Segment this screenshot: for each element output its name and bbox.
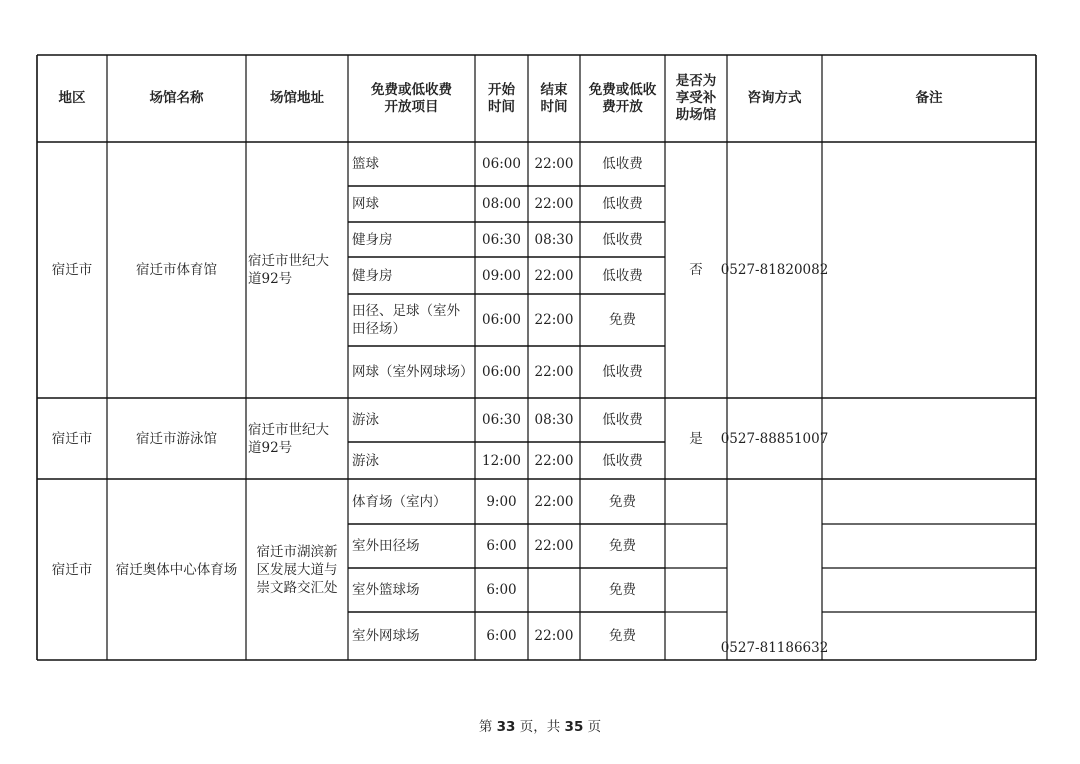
page-footer <box>0 715 1080 735</box>
contact-cell-text: 0527-81820082 <box>720 262 829 278</box>
fee-type-cell-text: 免费 <box>609 312 636 328</box>
header-fee-type-text: 免费或低收费开放 <box>588 81 657 115</box>
start-time-cell <box>475 186 528 222</box>
project-cell-text: 篮球 <box>352 156 379 172</box>
end-time-cell <box>528 479 580 524</box>
end-time-cell-text: 08:30 <box>534 412 574 428</box>
region-cell-text: 宿迁市 <box>51 262 93 278</box>
fee-type-cell-text: 低收费 <box>602 267 643 284</box>
fee-type-cell <box>580 346 665 398</box>
fee-type-cell <box>580 186 665 222</box>
header-end-text: 结束时间 <box>540 81 568 115</box>
start-time-cell <box>475 142 528 186</box>
venue-name-cell <box>107 479 246 660</box>
fee-type-cell-text: 低收费 <box>602 196 643 212</box>
start-time-cell-text: 6:00 <box>486 628 517 644</box>
venue-address-cell-text: 宿迁市湖滨新区发展大道与崇文路交汇处 <box>256 543 338 596</box>
end-time-cell <box>528 612 580 660</box>
project-cell <box>348 346 475 398</box>
end-time-cell <box>528 222 580 257</box>
start-time-cell <box>475 398 528 442</box>
region-cell <box>37 479 107 660</box>
header-remarks <box>822 55 1036 142</box>
end-time-cell-text: 08:30 <box>534 231 574 248</box>
end-time-cell-text: 22:00 <box>534 196 574 212</box>
fee-type-cell <box>580 222 665 257</box>
fee-type-cell <box>580 142 665 186</box>
project-cell <box>348 257 475 294</box>
fee-type-cell <box>580 612 665 660</box>
start-time-cell <box>475 479 528 524</box>
footer-middle: 页，共 <box>519 719 561 735</box>
project-cell-text: 室外田径场 <box>352 538 420 554</box>
header-contact-text: 咨询方式 <box>747 90 802 106</box>
start-time-cell-text: 06:30 <box>482 231 521 248</box>
end-time-cell <box>528 294 580 346</box>
header-subsidized <box>665 55 727 142</box>
venue-address-cell <box>246 479 348 660</box>
header-contact <box>727 55 822 142</box>
header-project <box>348 55 475 142</box>
end-time-cell-text: 22:00 <box>534 267 574 284</box>
subsidized-cell <box>665 398 727 479</box>
footer-prefix: 第 <box>478 719 493 735</box>
start-time-cell <box>475 612 528 660</box>
end-time-cell <box>528 142 580 186</box>
subsidized-cell-text: 是 <box>689 430 703 447</box>
start-time-cell <box>475 257 528 294</box>
footer-suffix: 页 <box>587 719 602 735</box>
project-cell-text: 田径、足球（室外田径场） <box>352 303 460 337</box>
end-time-cell-text: 22:00 <box>534 538 574 554</box>
end-time-cell <box>528 398 580 442</box>
project-cell-text: 游泳 <box>352 412 379 428</box>
start-time-cell-text: 12:00 <box>482 452 521 469</box>
venue-name-cell <box>107 398 246 479</box>
fee-type-cell <box>580 294 665 346</box>
project-cell-text: 室外篮球场 <box>352 582 420 598</box>
venue-name-cell-text: 宿迁市游泳馆 <box>136 430 217 447</box>
header-venue-name <box>107 55 246 142</box>
end-time-cell <box>528 257 580 294</box>
end-time-cell <box>528 568 580 612</box>
start-time-cell-text: 06:00 <box>482 312 521 328</box>
start-time-cell <box>475 442 528 479</box>
project-cell <box>348 294 475 346</box>
start-time-cell-text: 9:00 <box>486 493 517 510</box>
start-time-cell-text: 09:00 <box>482 267 521 284</box>
contact-cell <box>720 479 829 660</box>
end-time-cell-text: 22:00 <box>534 312 574 328</box>
region-cell <box>37 398 107 479</box>
header-start <box>475 55 528 142</box>
project-cell <box>348 186 475 222</box>
fee-type-cell-text: 低收费 <box>602 364 643 380</box>
fee-type-cell-text: 低收费 <box>602 231 643 248</box>
start-time-cell <box>475 294 528 346</box>
end-time-cell <box>528 524 580 568</box>
start-time-cell-text: 6:00 <box>486 582 517 598</box>
fee-type-cell-text: 免费 <box>609 628 636 644</box>
project-cell <box>348 479 475 524</box>
contact-cell-text: 0527-81186632 <box>720 640 829 656</box>
venue-address-cell-text: 宿迁市世纪大道92号 <box>248 253 329 287</box>
project-cell-text: 健身房 <box>352 267 393 284</box>
project-cell <box>348 442 475 479</box>
header-subsidized-text: 是否为享受补助场馆 <box>675 73 717 123</box>
header-venue-name-text: 场馆名称 <box>149 90 204 106</box>
start-time-cell-text: 08:00 <box>482 196 521 212</box>
footer-page-total: 35 <box>564 719 584 735</box>
fee-type-cell-text: 低收费 <box>602 412 643 428</box>
project-cell <box>348 524 475 568</box>
fee-type-cell-text: 免费 <box>609 582 636 598</box>
start-time-cell <box>475 524 528 568</box>
fee-type-cell-text: 低收费 <box>602 452 643 469</box>
project-cell-text: 游泳 <box>352 452 379 469</box>
contact-cell-text: 0527-88851007 <box>720 430 829 447</box>
subsidized-cell <box>665 142 727 398</box>
header-project-text: 免费或低收费开放项目 <box>371 81 452 115</box>
header-fee-type <box>580 55 665 142</box>
footer-page-number: 33 <box>496 719 516 735</box>
contact-cell <box>720 398 829 479</box>
project-cell <box>348 612 475 660</box>
project-cell <box>348 142 475 186</box>
header-region <box>37 55 107 142</box>
fee-type-cell <box>580 524 665 568</box>
start-time-cell <box>475 568 528 612</box>
header-start-text: 开始时间 <box>488 81 515 115</box>
venue-address-cell-text: 宿迁市世纪大道92号 <box>248 421 329 456</box>
header-venue-address-text: 场馆地址 <box>270 90 324 106</box>
fee-type-cell-text: 低收费 <box>602 156 643 172</box>
end-time-cell-text: 22:00 <box>534 156 574 172</box>
venue-name-cell-text: 宿迁奥体中心体育场 <box>115 561 238 578</box>
fee-type-cell <box>580 479 665 524</box>
venue-address-cell <box>246 142 348 398</box>
end-time-cell-text: 22:00 <box>534 364 574 380</box>
header-end <box>528 55 580 142</box>
contact-cell <box>720 142 829 398</box>
project-cell-text: 健身房 <box>352 231 393 248</box>
venue-name-cell <box>107 142 246 398</box>
region-cell-text: 宿迁市 <box>51 430 93 447</box>
fee-type-cell <box>580 257 665 294</box>
end-time-cell <box>528 186 580 222</box>
end-time-cell-text: 22:00 <box>534 452 574 469</box>
header-remarks-text: 备注 <box>915 90 943 106</box>
fee-type-cell <box>580 442 665 479</box>
project-cell-text: 网球（室外网球场） <box>352 364 474 380</box>
start-time-cell-text: 06:30 <box>482 412 521 428</box>
project-cell <box>348 222 475 257</box>
start-time-cell-text: 06:00 <box>482 364 521 380</box>
project-cell-text: 网球 <box>352 196 379 212</box>
header-region-text: 地区 <box>58 90 86 106</box>
venue-name-cell-text: 宿迁市体育馆 <box>136 262 217 278</box>
fee-type-cell-text: 免费 <box>609 538 636 554</box>
end-time-cell-text: 22:00 <box>534 493 574 510</box>
fee-type-cell <box>580 398 665 442</box>
project-cell-text: 室外网球场 <box>352 628 420 644</box>
project-cell-text: 体育场（室内） <box>352 493 447 510</box>
project-cell <box>348 398 475 442</box>
subsidized-cell-text: 否 <box>689 262 703 278</box>
venue-address-cell <box>246 398 348 479</box>
end-time-cell-text: 22:00 <box>534 628 574 644</box>
end-time-cell <box>528 346 580 398</box>
region-cell-text: 宿迁市 <box>51 561 93 578</box>
project-cell <box>348 568 475 612</box>
start-time-cell-text: 06:00 <box>482 156 521 172</box>
header-venue-address <box>246 55 348 142</box>
fee-type-cell-text: 免费 <box>609 493 636 510</box>
region-cell <box>37 142 107 398</box>
fee-type-cell <box>580 568 665 612</box>
end-time-cell <box>528 442 580 479</box>
start-time-cell <box>475 222 528 257</box>
start-time-cell-text: 6:00 <box>486 538 517 554</box>
start-time-cell <box>475 346 528 398</box>
